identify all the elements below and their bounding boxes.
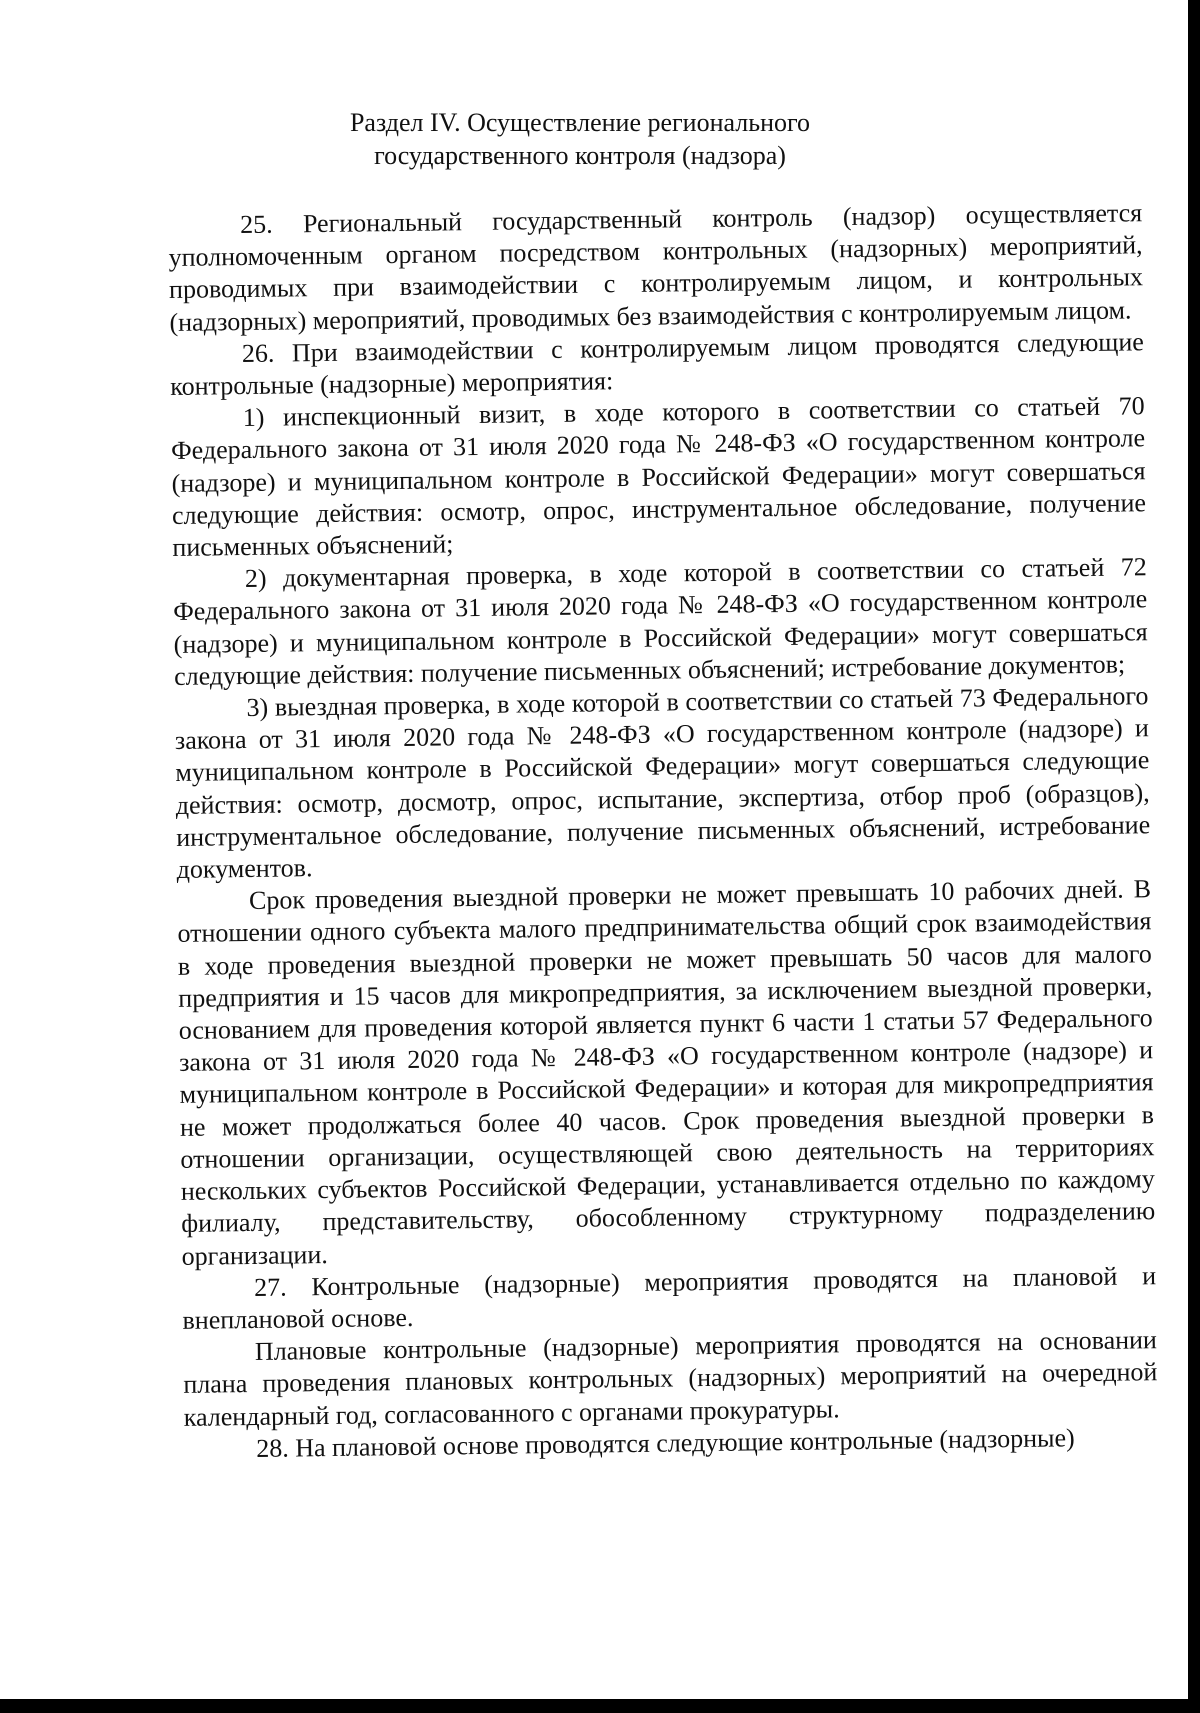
paragraph-28: 28. На плановой основе проводятся следующие контрольные (надзорные) [256, 1422, 1075, 1463]
paragraph-25: 25. Региональный государственный контроль (надзор) осуществляется уполномоченным органом посредством контрольных (надзорных) мероприятий, проводимых при взаимодействии с контролируемым лицом, и контрольных (надзорных) мероприятий, проводимых без взаимодействия с контролируемым лицом. [168, 198, 1144, 337]
section-heading-line-2: государственного контроля (надзора) [374, 141, 786, 170]
paragraph-27: 27. Контрольные (надзорные) мероприятия проводятся на плановой и внеплановой основе. [182, 1260, 1157, 1335]
list-item-inspection-visit: 1) инспекционный визит, в ходе которого в соответствии со статьей 70 Федерального закона от 31 июля 2020 года № 248-ФЗ «О государственном контроле (надзоре) и муниципальном контроле в Российской Федерации» могут совершаться следующие действия: осмотр, опрос, инструментальное обследование, получение письменных объяснений; [170, 391, 1147, 563]
section-heading-line-1: Раздел IV. Осуществление регионального [349, 108, 811, 137]
list-item-field-check: 3) выездная проверка, в ходе которой в соответствии со статьей 73 Федерального закона от 31 июля 2020 года № 248-ФЗ «О государственном контроле (надзоре) и муниципальном контроле в Российской Федерации» могут совершаться следующие действия: осмотр, досмотр, опрос, испытание, экспертиза, отбор проб (образцов), инструментальное обследование, получение письменных объяснений, истребование документов. [174, 681, 1151, 885]
paragraph-planned-measures: Плановые контрольные (надзорные) мероприятия проводятся на основании плана проведения плановых контрольных (надзорных) мероприятий на очередной календарный год, согласованного с органами прокуратуры. [183, 1325, 1158, 1432]
scan-bottom-edge [0, 1699, 1200, 1713]
paragraph-field-check-duration: Срок проведения выездной проверки не может превышать 10 рабочих дней. В отношении одного субъекта малого предпринимательства общий срок взаимодействия в ходе проведения выездной проверки не может превышать 50 часов для малого предприятия и 15 часов для микропредприятия, за исключением выездной проверки, основанием для проведения которой является пункт 6 части 1 статьи 57 Федерального закона от 31 июля 2020 года № 248-ФЗ «О государственном контроле (надзоре) и муниципальном контроле в Российской Федерации» и которая для микропредприятия не может продолжаться более 40 часов. Срок проведения выездной проверки в отношении организации, осуществляющей свою деятельность на территориях нескольких субъектов Российской Федерации, устанавливается отдельно по каждому филиалу, представительству, обособленному структурному подразделению организации. [177, 874, 1156, 1271]
document-body [168, 197, 1158, 1466]
list-item-documentary-check: 2) документарная проверка, в ходе которой в соответствии со статьей 72 Федерального закона от 31 июля 2020 года № 248-ФЗ «О государственном контроле (надзоре) и муниципальном контроле в Российской Федерации» могут совершаться следующие действия: получение письменных объяснений; истребование документов; [173, 552, 1148, 691]
paragraph-26: 26. При взаимодействии с контролируемым лицом проводятся следующие контрольные (надзорные) мероприятия: [170, 327, 1144, 401]
section-heading [150, 106, 1010, 172]
scan-right-edge [1188, 0, 1200, 1713]
